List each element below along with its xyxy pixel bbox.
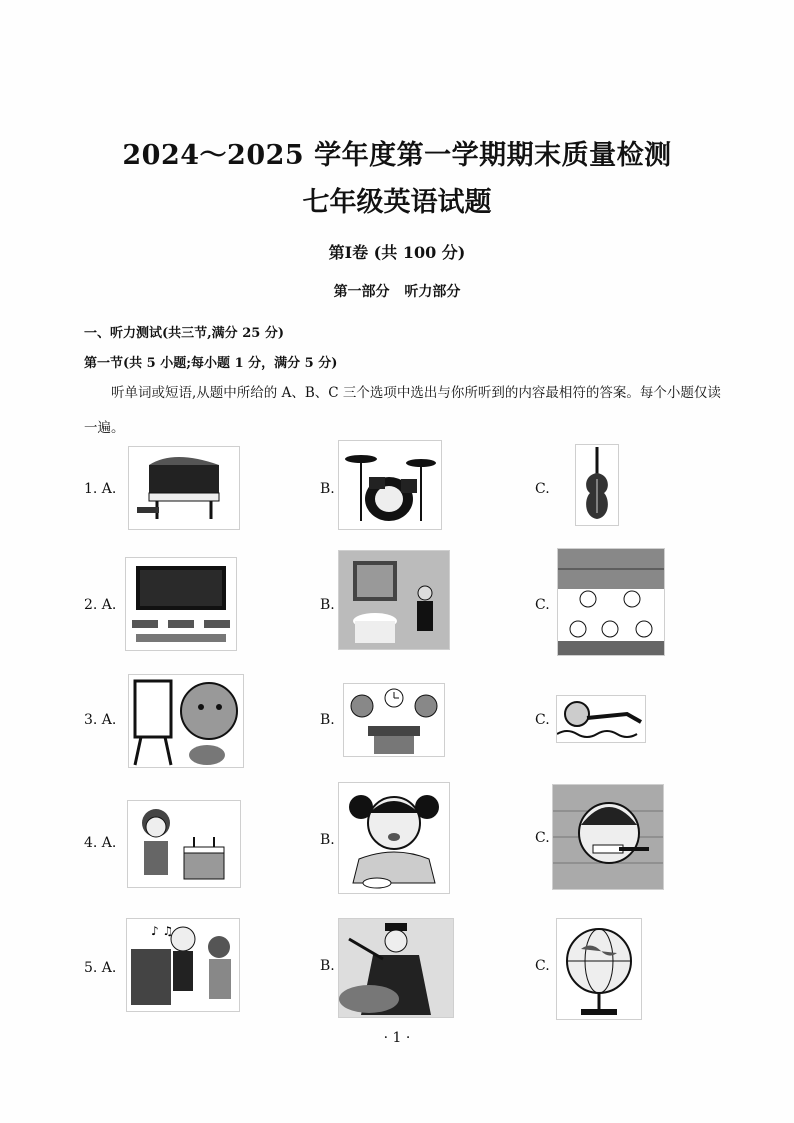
instructions: 听单词或短语,从题中所给的 A、B、C 三个选项中选出与你所听到的内容最相符的答案。每个小题仅读一遍。: [84, 385, 721, 436]
chess-icon[interactable]: [343, 683, 445, 757]
classroom-icon[interactable]: [125, 557, 237, 651]
page-number: · 1 ·: [383, 1030, 411, 1046]
question-4-number: 4. A.: [84, 835, 117, 851]
birthday-cake-icon[interactable]: [127, 800, 241, 888]
volume-heading: 第Ⅰ卷 (共 100 分): [328, 243, 466, 262]
globe-icon[interactable]: [556, 918, 642, 1020]
question-3-option-c-label: C.: [535, 712, 550, 728]
question-1-option-c-label: C.: [535, 481, 550, 497]
exam-title: 2024～2025 学年度第一学期期末质量检测: [122, 140, 672, 171]
question-5-option-c-label: C.: [535, 958, 550, 974]
question-4-option-b-label: B.: [320, 832, 335, 848]
restaurant-icon[interactable]: [338, 550, 450, 650]
painting-icon[interactable]: [128, 674, 244, 768]
drums-icon[interactable]: [338, 440, 442, 530]
question-2-number: 2. A.: [84, 597, 117, 613]
question-2-option-c-label: C.: [535, 597, 550, 613]
question-3-option-b-label: B.: [320, 712, 335, 728]
swimming-icon[interactable]: [556, 695, 646, 743]
question-3-number: 3. A.: [84, 712, 117, 728]
ancient-emperor-icon[interactable]: [338, 918, 454, 1018]
girl-eating-icon[interactable]: [338, 782, 450, 894]
subsection-heading: 第一节(共 5 小题;每小题 1 分，满分 5 分): [84, 356, 338, 371]
section-heading: 一、听力测试(共三节,满分 25 分): [84, 326, 284, 341]
library-icon[interactable]: [557, 548, 665, 656]
music-class-icon[interactable]: [126, 918, 240, 1012]
question-4-option-c-label: C.: [535, 830, 550, 846]
svg-text:♪ ♫: ♪ ♫: [151, 924, 174, 938]
exam-subtitle: 七年级英语试题: [302, 187, 492, 218]
violin-icon[interactable]: [575, 444, 619, 526]
piano-icon[interactable]: [128, 446, 240, 530]
question-1-option-b-label: B.: [320, 481, 335, 497]
question-2-option-b-label: B.: [320, 597, 335, 613]
part-heading: 第一部分 听力部分: [333, 284, 461, 300]
question-1-number: 1. A.: [84, 481, 117, 497]
boy-brushing-teeth-icon[interactable]: [552, 784, 664, 890]
question-5-number: 5. A.: [84, 960, 117, 976]
question-5-option-b-label: B.: [320, 958, 335, 974]
